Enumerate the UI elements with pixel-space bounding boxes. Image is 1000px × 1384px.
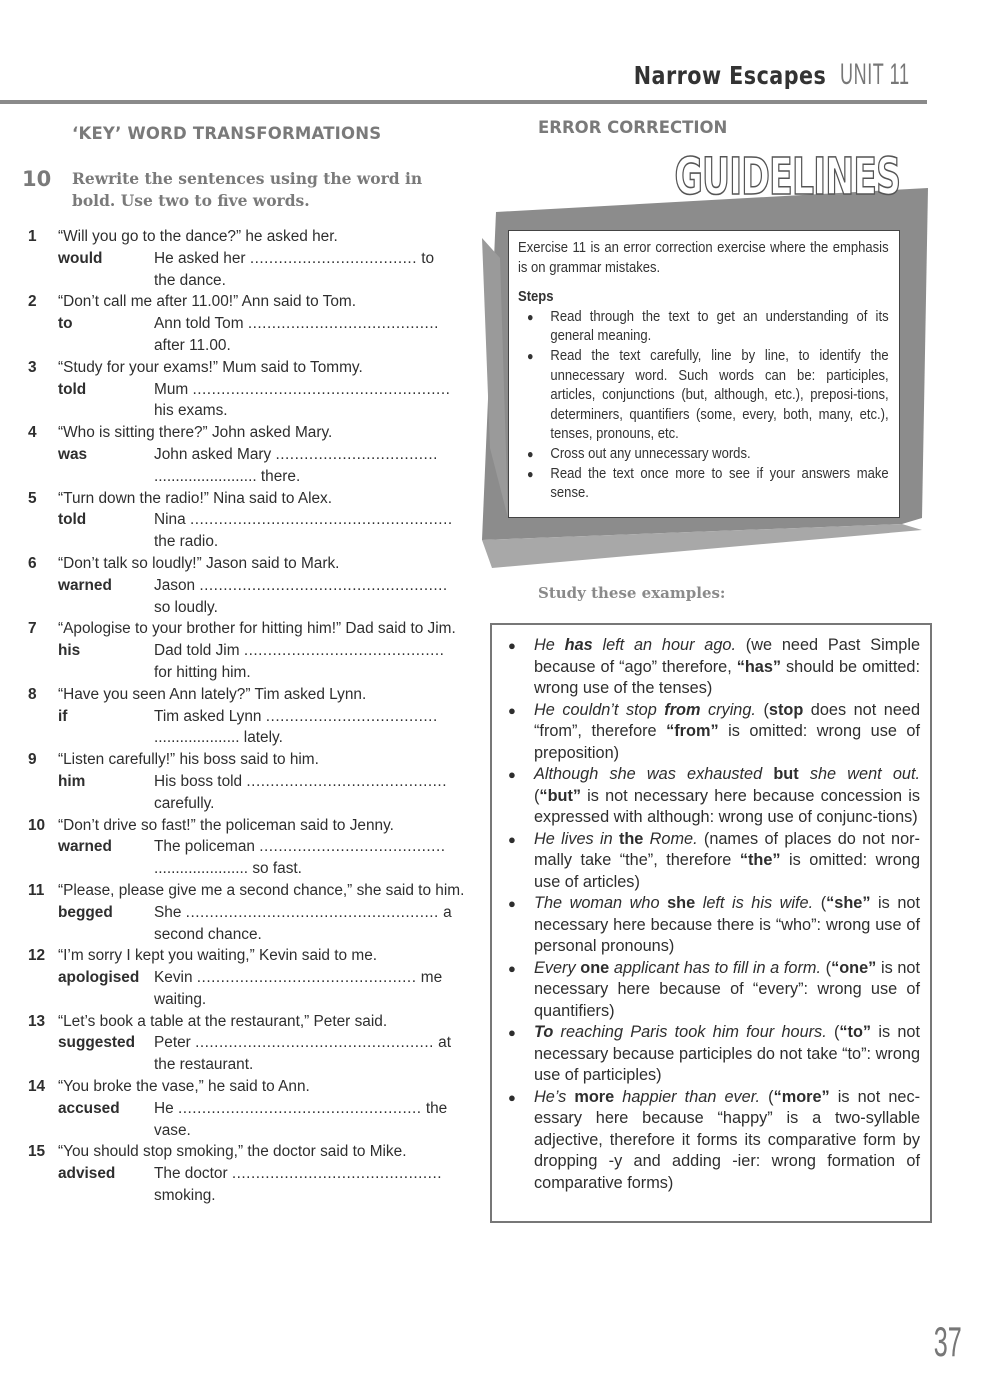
right-column <box>488 118 948 1192</box>
step-text: Read the text carefully, line by line, to identify the unnecessary word. Such words can be: participles, articles, conjunctions (but, although, etc.), preposi-tions, determiners, quantifiers (some, every, both, many, etc.), tenses, pronouns, etc. <box>550 347 889 443</box>
answer-start: The doctor <box>154 1165 228 1183</box>
example-explanation: does not need “from”, therefore <box>534 700 921 740</box>
transformation-item <box>22 1011 470 1076</box>
item-number: 10 <box>28 816 46 834</box>
answer-start: Tim asked Lynn <box>154 707 262 725</box>
example-sentence: reaching Paris took him four hours. <box>553 1023 827 1041</box>
item-question: “Apologise to your brother for hitting him!” Dad said to Jim. <box>58 620 456 638</box>
guidelines-title: GUIDELINES <box>674 147 900 207</box>
example-sentence: she went out. <box>798 765 920 783</box>
item-answer-line <box>154 771 470 793</box>
example-text <box>534 829 920 894</box>
answer-blank[interactable]: .................................................... <box>199 576 448 594</box>
example-item <box>504 958 920 1023</box>
transformation-item <box>22 749 470 814</box>
answer-start: Nina <box>154 511 186 529</box>
example-explanation: ( <box>755 700 769 719</box>
item-answer-line <box>154 248 470 270</box>
item-question: “Let’s book a table at the restaurant,” Peter said. <box>58 1012 388 1030</box>
item-keyword: his <box>58 642 81 660</box>
example-explanation: should be omitted: wrong use of the tenses) <box>534 657 920 697</box>
item-question: “Turn down the radio!” Nina said to Alex. <box>58 489 333 507</box>
guidelines-intro: Exercise 11 is an error correction exercise where the emphasis is on grammar mistakes. <box>518 240 889 276</box>
answer-blank[interactable]: ................................................... <box>177 1099 422 1117</box>
example-text <box>534 635 920 700</box>
step-item <box>518 445 889 465</box>
answer-start: Mum <box>154 380 189 398</box>
example-item <box>504 764 920 829</box>
item-number: 8 <box>28 685 37 703</box>
item-number: 15 <box>28 1143 46 1161</box>
item-answer-end: second chance. <box>154 925 262 943</box>
guidelines-box <box>508 230 900 518</box>
item-answer-line <box>154 640 470 662</box>
item-number: 5 <box>28 489 37 507</box>
transformation-item <box>22 357 470 422</box>
item-answer-end: .................... lately. <box>154 729 283 747</box>
item-answer-end: smoking. <box>154 1187 216 1205</box>
item-answer-line <box>154 902 470 924</box>
answer-blank[interactable]: ...................................................... <box>192 380 451 398</box>
answer-blank[interactable]: .......................................... <box>246 772 447 790</box>
item-number: 12 <box>28 947 46 965</box>
item-keyword: begged <box>58 903 113 921</box>
example-item <box>504 829 920 894</box>
bullet-icon: ● <box>508 1089 516 1105</box>
item-keyword: told <box>58 380 87 398</box>
example-highlight: one <box>580 958 610 977</box>
example-sentence: He’s <box>534 1087 575 1106</box>
transformation-item <box>22 488 470 553</box>
item-question: “You broke the vase,” he said to Ann. <box>58 1078 310 1096</box>
item-question: “Don’t talk so loudly!” Jason said to Mark. <box>58 554 340 572</box>
transformation-items <box>22 226 470 1207</box>
answer-start: His boss told <box>154 772 243 790</box>
answer-blank[interactable]: ........................................ <box>247 315 439 333</box>
step-text: Read through the text to get an understanding of its general meaning. <box>550 308 889 345</box>
steps-heading: Steps <box>518 289 554 306</box>
answer-start: Peter <box>154 1034 191 1052</box>
item-keyword: him <box>58 772 86 790</box>
item-question: “Please, please give me a second chance,” she said to him. <box>58 881 465 899</box>
item-answer-end: ........................ there. <box>154 467 301 485</box>
exercise-instruction: Rewrite the sentences using the word in bold. Use two to five words. <box>72 169 423 210</box>
item-question: “Don’t drive so fast!” the policeman said to Jenny. <box>58 816 394 834</box>
transformation-item <box>22 422 470 487</box>
answer-start: Kevin <box>154 969 193 987</box>
item-question: “Don’t call me after 11.00!” Ann said to Tom. <box>58 293 356 311</box>
answer-mid: to <box>421 249 435 267</box>
step-text: Cross out any unnecessary words. <box>550 445 751 462</box>
example-sentence: The woman who <box>534 894 668 912</box>
step-item <box>518 308 889 347</box>
example-sentence: left is his wife. <box>695 894 814 912</box>
answer-start: Dad told Jim <box>154 642 240 660</box>
answer-blank[interactable]: .................................... <box>265 707 438 725</box>
answer-blank[interactable]: .................................................. <box>195 1034 434 1052</box>
steps-list <box>518 308 889 504</box>
answer-blank[interactable]: ....................................................... <box>189 511 453 529</box>
example-explanation: is omitted: wrong use of preposition) <box>534 722 920 762</box>
item-answer-line <box>154 967 470 989</box>
item-number: 2 <box>28 293 37 311</box>
example-text <box>534 893 920 958</box>
bullet-icon: ● <box>508 767 516 782</box>
item-question: “Study for your exams!” Mum said to Tommy. <box>58 358 363 376</box>
example-explanation: is not necessary here because there is “who”: wrong use of personal pronouns) <box>534 894 920 955</box>
example-sentence: Every <box>534 958 581 977</box>
transformation-item <box>22 226 470 291</box>
item-question: “You should stop smoking,” the doctor said to Mike. <box>58 1143 407 1161</box>
item-keyword: was <box>58 445 88 463</box>
answer-start: The policeman <box>154 838 255 856</box>
example-highlight: the <box>618 829 644 848</box>
example-sentence: He couldn’t stop <box>534 700 665 719</box>
example-sentence: left an hour ago. <box>592 636 736 654</box>
item-answer-line <box>154 1163 470 1185</box>
example-explanation: is not necessary because participles do not take “to”: wrong use of participles) <box>534 1023 920 1084</box>
bullet-icon: ● <box>508 1025 516 1040</box>
answer-blank[interactable]: ....................................... <box>259 838 446 856</box>
example-highlight: but <box>773 765 799 783</box>
example-sentence: crying. <box>700 700 756 719</box>
example-text <box>534 958 920 1023</box>
example-text <box>534 1087 920 1195</box>
answer-start: Ann told Tom <box>154 315 244 333</box>
transformation-item <box>22 291 470 356</box>
item-number: 3 <box>28 358 37 376</box>
item-question: “Listen carefully!” his boss said to him. <box>58 751 319 769</box>
answer-start: John asked Mary <box>154 445 272 463</box>
bullet-icon: ● <box>508 960 516 976</box>
example-highlight: “from” <box>666 722 719 740</box>
transformation-item <box>22 553 470 618</box>
item-keyword: told <box>58 511 87 529</box>
example-text <box>534 700 920 765</box>
example-item <box>504 1087 920 1195</box>
example-explanation: is not nec-essary here because “happy” is a two-syllable adjective, therefore it forms its comparative form by dropping -y and adding -ier: wrong formation of comparative forms) <box>534 1087 921 1192</box>
item-number: 4 <box>28 424 37 442</box>
item-question: “Have you seen Ann lately?” Tim asked Lynn. <box>58 685 367 703</box>
item-answer-end: vase. <box>154 1121 191 1139</box>
example-explanation: (names of places do not nor-mally take “the”, therefore <box>534 829 920 869</box>
answer-blank[interactable]: .............................................. <box>196 969 417 987</box>
item-answer-end: waiting. <box>154 990 207 1008</box>
item-answer-line <box>154 313 470 335</box>
item-answer-line <box>154 706 470 728</box>
section-title-key-word: ‘KEY’ WORD TRANSFORMATIONS <box>72 124 382 143</box>
transformation-item <box>22 1076 470 1141</box>
item-answer-line <box>154 444 470 466</box>
bullet-icon: ● <box>527 348 534 363</box>
example-sentence: He lives in <box>534 829 619 848</box>
header-rule <box>0 100 927 104</box>
transformation-item <box>22 618 470 683</box>
bullet-icon: ● <box>508 896 516 911</box>
example-highlight: she <box>667 894 696 912</box>
answer-start: She <box>154 903 182 921</box>
transformation-item <box>22 880 470 945</box>
bullet-icon: ● <box>508 638 516 653</box>
bullet-icon: ● <box>527 466 534 481</box>
example-explanation: ( <box>534 786 540 805</box>
transformation-item <box>22 815 470 880</box>
item-answer-end: the radio. <box>154 533 219 551</box>
item-number: 1 <box>28 228 37 245</box>
item-keyword: warned <box>58 838 112 856</box>
answer-mid: at <box>438 1034 452 1052</box>
item-answer-line <box>154 1032 470 1054</box>
example-sentence: Although she was exhausted <box>534 765 774 783</box>
example-explanation: is not necessary here because of “every”: wrong use of quantifiers) <box>534 958 920 1020</box>
item-answer-end: his exams. <box>154 402 228 420</box>
item-number: 11 <box>28 881 45 899</box>
item-keyword: if <box>58 707 68 725</box>
bullet-icon: ● <box>527 446 534 461</box>
item-answer-line <box>154 836 470 858</box>
example-explanation: is omitted: wrong use of articles) <box>534 851 920 891</box>
study-heading: Study these examples: <box>538 584 726 602</box>
examples-box <box>490 623 932 1223</box>
example-highlight: “to” <box>839 1023 872 1041</box>
item-answer-end: so loudly. <box>154 598 218 616</box>
page-number: 37 <box>933 1318 962 1365</box>
item-question: “Who is sitting there?” John asked Mary. <box>58 424 333 442</box>
item-keyword: to <box>58 315 73 333</box>
answer-start: He asked her <box>154 249 246 267</box>
answer-start: He <box>154 1099 174 1117</box>
section-title-error-correction: ERROR CORRECTION <box>538 118 728 137</box>
item-question: “Will you go to the dance?” he asked her. <box>58 228 338 245</box>
answer-blank[interactable]: .................................. <box>275 445 438 463</box>
example-item <box>504 635 920 700</box>
item-number: 13 <box>28 1012 46 1030</box>
left-column <box>22 124 470 1207</box>
answer-blank[interactable]: ..................................................... <box>185 903 439 921</box>
unit-number: UNIT 11 <box>840 58 910 91</box>
example-text <box>534 764 920 829</box>
item-answer-end: for hitting him. <box>154 663 251 681</box>
example-highlight: “one” <box>831 958 877 977</box>
example-sentence: applicant has to fill in a form. <box>609 958 821 977</box>
bullet-icon: ● <box>508 831 516 847</box>
item-keyword: suggested <box>58 1034 135 1052</box>
answer-mid: a <box>443 903 452 921</box>
example-highlight: more <box>574 1087 615 1106</box>
item-answer-end: the restaurant. <box>154 1056 254 1074</box>
example-highlight: “has” <box>736 657 782 676</box>
example-highlight: To <box>534 1023 554 1041</box>
example-explanation: ( <box>760 1087 774 1106</box>
example-explanation: is not necessary here because concession is expressed with although: wrong use of conjunc-tions) <box>534 786 920 826</box>
example-explanation: ( <box>820 958 832 977</box>
step-item <box>518 465 889 504</box>
example-item <box>504 1022 920 1087</box>
example-sentence: Rome. <box>643 829 698 848</box>
answer-blank[interactable]: .......................................... <box>243 642 445 660</box>
answer-blank[interactable]: ............................................ <box>231 1165 443 1183</box>
answer-mid: me <box>420 969 443 987</box>
example-highlight: “the” <box>739 851 781 869</box>
item-number: 7 <box>28 620 37 638</box>
bullet-icon: ● <box>508 702 516 718</box>
exercise-number: 10 <box>22 167 52 191</box>
example-highlight: from <box>664 700 701 719</box>
item-answer-line <box>154 379 470 401</box>
example-sentence: happier than ever. <box>614 1087 761 1106</box>
step-text: Read the text once more to see if your answers make sense. <box>550 465 889 502</box>
item-number: 14 <box>28 1078 46 1096</box>
item-number: 6 <box>28 554 37 572</box>
answer-start: Jason <box>154 576 196 594</box>
item-question: “I’m sorry I kept you waiting,” Kevin said to me. <box>58 947 378 965</box>
example-explanation: ( <box>826 1023 840 1041</box>
item-keyword: warned <box>58 576 112 594</box>
transformation-item <box>22 945 470 1010</box>
example-highlight: stop <box>768 700 804 719</box>
example-explanation: ( <box>813 894 827 912</box>
item-keyword: advised <box>58 1165 116 1183</box>
example-highlight: “but” <box>539 786 582 805</box>
item-answer-end: the dance. <box>154 271 226 289</box>
example-explanation: (we need Past Simple because of “ago” therefore, <box>534 636 920 676</box>
item-answer-line <box>154 1098 470 1120</box>
example-highlight: “more” <box>773 1087 830 1106</box>
item-answer-line <box>154 509 470 531</box>
item-number: 9 <box>28 751 37 769</box>
step-item <box>518 347 889 445</box>
example-item <box>504 700 920 765</box>
answer-mid: the <box>425 1099 448 1117</box>
answer-blank[interactable]: ................................... <box>249 249 417 267</box>
item-answer-end: carefully. <box>154 794 215 812</box>
item-answer-end: after 11.00. <box>154 336 231 354</box>
transformation-item <box>22 684 470 749</box>
example-highlight: has <box>564 636 593 654</box>
example-sentence: He <box>534 636 565 654</box>
example-highlight: “she” <box>826 894 871 912</box>
unit-title: Narrow Escapes <box>633 61 827 90</box>
transformation-item <box>22 1141 470 1206</box>
item-keyword: accused <box>58 1099 120 1117</box>
page-header <box>617 58 926 92</box>
guidelines-panel <box>482 148 928 568</box>
item-answer-end: ...................... so fast. <box>154 860 302 878</box>
exercise-header <box>22 168 470 212</box>
item-answer-line <box>154 575 470 597</box>
example-text <box>534 1022 920 1087</box>
item-keyword: would <box>58 249 103 267</box>
bullet-icon: ● <box>527 309 534 324</box>
item-keyword: apologised <box>58 969 140 987</box>
example-item <box>504 893 920 958</box>
examples-list <box>504 635 920 1194</box>
